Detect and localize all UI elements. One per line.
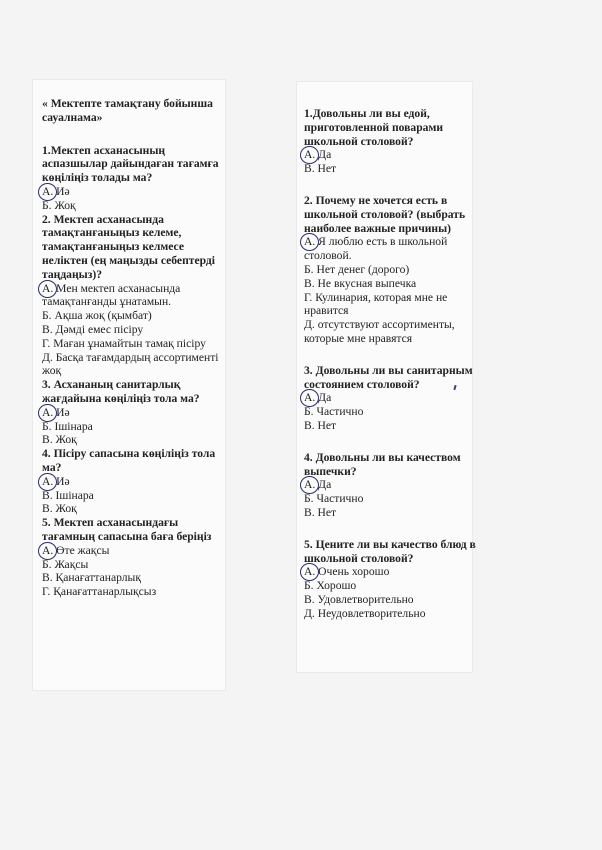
question-block (304, 451, 476, 520)
answer-option: В. Қанағаттанарлық (42, 571, 141, 585)
answer-option: В. Жоқ (42, 502, 77, 516)
question-text: 1.Довольны ли вы едой, приготовленной поварами школьной столовой? (304, 107, 444, 148)
answer-option: В. Дәмді емес пісіру (42, 322, 144, 336)
kazakh-survey-column (42, 97, 227, 599)
question-text: 2. Почему не хочется есть в школьной столовой? (выбрать наиболее важные причины) (304, 193, 466, 235)
answer-option-selected: А. Иә (42, 406, 227, 420)
answer-option: Д. отсутствуют ассортименты, которые мне нравятся (304, 318, 455, 345)
question-text: 4. Пісіру сапасына көңіліңіз тола ма? (42, 447, 216, 474)
answer-option: В. Нет (304, 162, 337, 176)
question-text: 5. Цените ли вы качество блюд в школьной столовой? (304, 537, 476, 565)
answer-option: Д. Неудовлетворительно (304, 606, 426, 620)
answer-option: Б. Нет денег (дорого) (304, 262, 410, 276)
answer-option: Б. Жақсы (42, 557, 89, 571)
answer-option: В. Удовлетворительно (304, 592, 414, 606)
question-text: 5. Мектеп асханасындағы тағамның сапасына баға беріңіз (42, 516, 212, 543)
answer-option: Б. Ақша жоқ (қымбат) (42, 309, 152, 323)
answer-option-selected: А. Да (304, 391, 476, 405)
answer-option: В. Ішінара (42, 488, 94, 502)
answer-option: Б. Ішінара (42, 419, 93, 433)
answer-option: Б. Хорошо (304, 579, 357, 593)
answer-option: Г. Қанағаттанарлықсыз (42, 585, 157, 599)
question-block (304, 194, 476, 346)
question-block (304, 364, 476, 433)
question-text: 3. Довольны ли вы санитарным состоянием столовой? (304, 363, 473, 391)
question-text: 4. Довольны ли вы качеством выпечки? (304, 450, 461, 478)
answer-option-selected: А. Иә (42, 475, 227, 489)
answer-option: Б. Частично (304, 405, 364, 419)
question-block (42, 378, 227, 447)
answer-option: В. Жоқ (42, 433, 77, 447)
answer-option-selected: А. Мен мектеп асханасында тамақтанғанды ұнатамын. (42, 282, 227, 310)
question-text: 3. Асхананың санитарлық жағдайына көңіліңіз тола ма? (42, 378, 200, 405)
question-text: 2. Мектеп асханасында тамақтанғаныңыз келеме, тамақтанғаныңыз келмесе неліктен (ең маңызды себептерді таңдаңыз)? (42, 212, 215, 281)
question-block (42, 213, 227, 379)
question-block (42, 447, 227, 516)
answer-option: В. Нет (304, 418, 337, 432)
answer-option-selected: А. Я люблю есть в школьной столовой. (304, 235, 476, 263)
answer-option: В. Нет (304, 505, 337, 519)
survey-title: « Мектепте тамақтану бойынша сауалнама» (42, 97, 213, 124)
question-block (42, 144, 227, 213)
russian-survey-column (304, 107, 476, 621)
question-block (304, 107, 476, 176)
answer-option: Д. Басқа тағамдардың ассортименті жоқ (42, 350, 219, 378)
russian-question-list (304, 107, 476, 621)
question-block (42, 516, 227, 599)
answer-option-selected: А. Да (304, 478, 476, 492)
answer-option-selected: А. Да (304, 148, 476, 162)
answer-option: Б. Частично (304, 492, 364, 506)
answer-option: В. Не вкусная выпечка (304, 276, 417, 290)
answer-option-selected: А. Иә (42, 185, 227, 199)
question-text: 1.Мектеп асханасының аспазшылар дайындаған тағамға көңіліңіз толады ма? (42, 143, 219, 185)
answer-option-selected: А. Очень хорошо (304, 565, 476, 579)
kazakh-question-list (42, 144, 227, 599)
answer-option: Б. Жоқ (42, 198, 76, 212)
answer-option-selected: А. Өте жақсы (42, 544, 227, 558)
answer-option: Г. Маған ұнамайтын тамақ пісіру (42, 336, 206, 350)
question-block (304, 538, 476, 621)
answer-option: Г. Кулинария, которая мне не нравится (304, 290, 448, 318)
